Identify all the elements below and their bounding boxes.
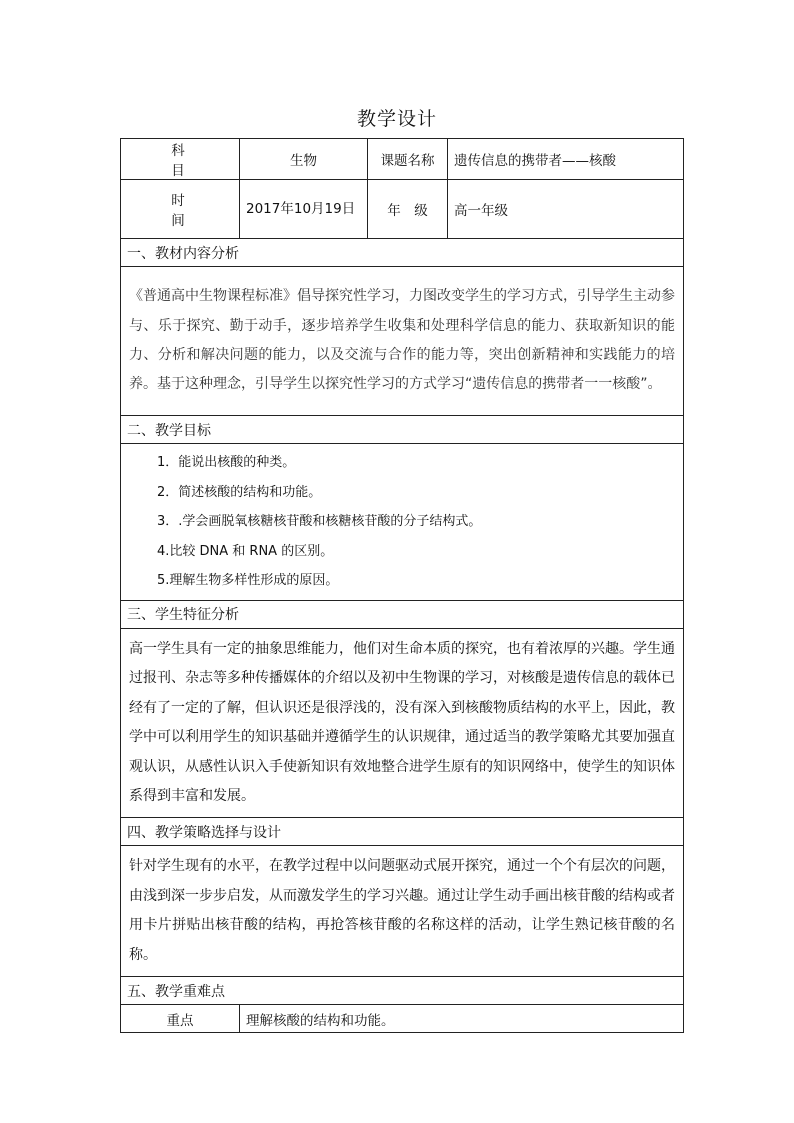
section-heading-material: 一、教材内容分析 — [121, 239, 684, 267]
goal-item: 3．.学会画脱氧核糖核苷酸和核糖核苷酸的分子结构式。 — [157, 514, 482, 530]
section-heading-strategy: 四、教学策略选择与设计 — [121, 818, 684, 846]
topic-value: 遗传信息的携带者——核酸 — [448, 139, 684, 180]
header-row-subject — [121, 139, 684, 180]
subject-value: 生物 — [240, 139, 368, 180]
topic-label: 课题名称 — [368, 139, 448, 180]
key-point-value: 理解核酸的结构和功能。 — [240, 1005, 684, 1033]
strategy-text: 针对学生现有的水平，在教学过程中以问题驱动式展开探究，通过一个个有层次的问题，由浅到深一步步启发，从而激发学生的学习兴趣。通过让学生动手画出核苷酸的结构或者用卡片拼贴出核苷酸的结构，再抢答核苷酸的名称这样的活动，让学生熟记核苷酸的名称。 — [121, 846, 684, 977]
grade-label: 年 级 — [368, 180, 448, 239]
time-value: 2017年10月19日 — [240, 180, 368, 239]
section-heading-keypoints: 五、教学重难点 — [121, 977, 684, 1005]
student-analysis-text: 高一学生具有一定的抽象思维能力，他们对生命本质的探究，也有着浓厚的兴趣。学生通过报刊、杂志等多种传播媒体的介绍以及初中生物课的学习，对核酸是遗传信息的载体已经有了一定的了解，但认识还是很浮浅的，没有深入到核酸物质结构的水平上，因此，教学中可以利用学生的知识基础并遵循学生的认识规律，通过适当的教学策略尤其要加强直观认识，从感性认识入手使新知识有效地整合进学生原有的知识网络中，使学生的知识体系得到丰富和发展。 — [121, 628, 684, 817]
section-heading-students: 三、学生特征分析 — [121, 600, 684, 628]
goal-item: 1．能说出核酸的种类。 — [157, 455, 296, 470]
material-analysis-text: 《普通高中生物课程标准》倡导探究性学习，力图改变学生的学习方式，引导学生主动参与、乐于探究、勤于动手，逐步培养学生收集和处理科学信息的能力、获取新知识的能力、分析和解决问题的能力，以及交流与合作的能力等，突出创新精神和实践能力的培养。基于这种理念，引导学生以探究性学习的方式学习“遗传信息的携带者一一核酸”。 — [121, 267, 684, 416]
time-label: 时 间 — [121, 180, 240, 239]
subject-label: 科 目 — [121, 139, 240, 180]
section-heading-goals: 二、教学目标 — [121, 416, 684, 444]
grade-value: 高一年级 — [448, 180, 684, 239]
lesson-plan-table — [120, 138, 684, 1033]
goals-list — [121, 444, 684, 601]
goal-item: 4.比较 DNA 和 RNA 的区别。 — [157, 543, 334, 559]
header-row-time — [121, 180, 684, 239]
document-title: 教学设计 — [356, 108, 437, 130]
key-point-label: 重点 — [121, 1005, 240, 1033]
goal-item: 2．简述核酸的结构和功能。 — [157, 484, 322, 500]
goal-item: 5.理解生物多样性形成的原因。 — [157, 573, 339, 589]
